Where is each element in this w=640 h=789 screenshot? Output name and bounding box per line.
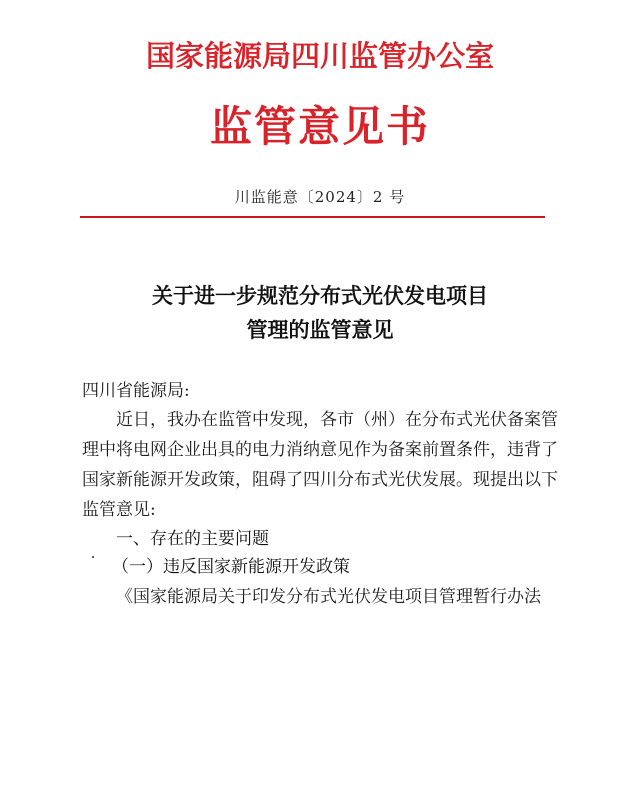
document-title-line-2: 管理的监管意见 — [246, 318, 394, 342]
red-divider-line — [80, 216, 545, 218]
document-number: 川监能意〔2024〕2 号 — [234, 188, 406, 206]
addressee: 四川省能源局: — [82, 381, 190, 401]
paragraph-line: 近日，我办在监管中发现，各市（州）在分布式光伏备案管 — [116, 410, 558, 430]
paragraph-line: 理中将电网企业出具的电力消纳意见作为备案前置条件，违背了 — [82, 440, 558, 460]
paragraph-line: 《国家能源局关于印发分布式光伏发电项目管理暂行办法 — [116, 587, 541, 607]
section-heading: 一、存在的主要问题 — [116, 529, 269, 549]
scan-speck — [92, 556, 94, 558]
document-type-title: 监管意见书 — [209, 102, 430, 151]
paragraph-line: 国家新能源开发政策，阻碍了四川分布式光伏发展。现提出以下 — [82, 470, 558, 490]
document-title-line-1: 关于进一步规范分布式光伏发电项目 — [152, 284, 488, 308]
paragraph-line: 监管意见: — [82, 500, 156, 520]
issuer-name: 国家能源局四川监管办公室 — [145, 39, 494, 73]
subsection-heading: （一）违反国家新能源开发政策 — [112, 557, 350, 577]
